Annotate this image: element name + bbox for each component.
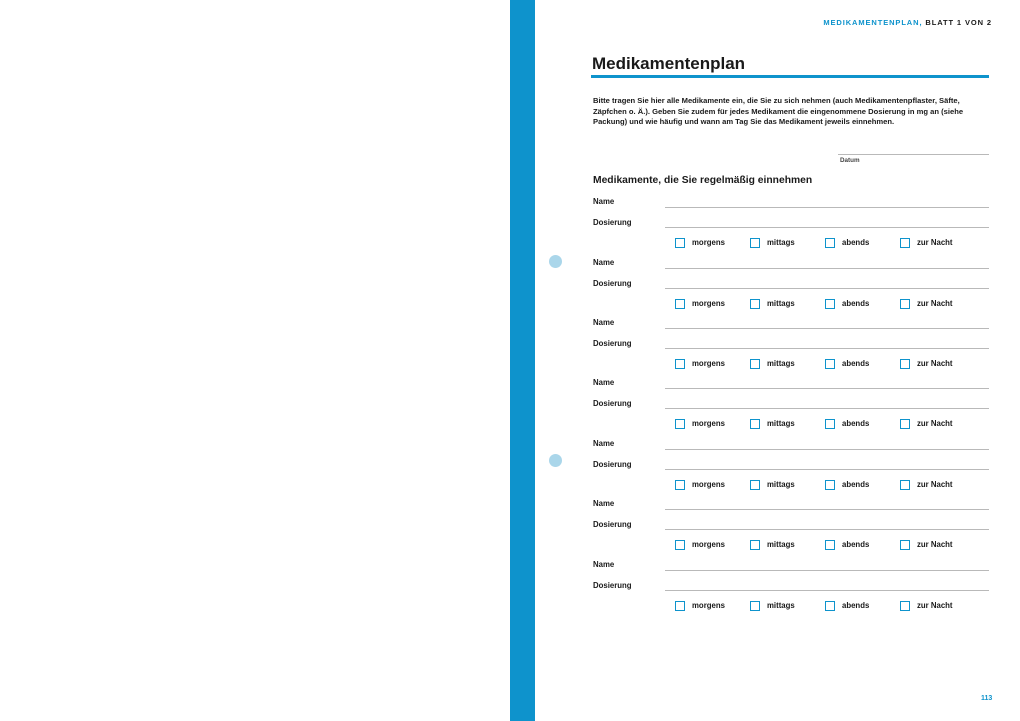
- name-input-line[interactable]: [665, 449, 989, 450]
- checkbox[interactable]: [900, 419, 910, 429]
- dosage-input-line[interactable]: [665, 227, 989, 228]
- option-zur-nacht[interactable]: [900, 298, 953, 309]
- option-label: abends: [842, 540, 870, 549]
- page-title: Medikamentenplan: [592, 54, 746, 73]
- option-label: morgens: [692, 299, 725, 308]
- checkbox[interactable]: [750, 299, 760, 309]
- option-morgens[interactable]: [675, 237, 725, 248]
- option-abends[interactable]: [825, 479, 869, 490]
- checkbox[interactable]: [750, 238, 760, 248]
- date-label: Datum: [840, 157, 860, 164]
- section-title: Medikamente, die Sie regelmäßig einnehmen: [593, 175, 813, 186]
- option-label: morgens: [692, 540, 725, 549]
- checkbox[interactable]: [825, 419, 835, 429]
- punch-hole-top: [549, 255, 562, 268]
- option-morgens[interactable]: [675, 539, 725, 550]
- option-abends[interactable]: [825, 298, 869, 309]
- medication-entry: [593, 197, 993, 259]
- checkbox[interactable]: [750, 540, 760, 550]
- medication-entry: [593, 258, 993, 320]
- checkbox[interactable]: [825, 238, 835, 248]
- option-label: mittags: [767, 480, 795, 489]
- dosage-input-line[interactable]: [665, 469, 989, 470]
- dosage-label: Dosierung: [593, 399, 632, 408]
- checkbox[interactable]: [675, 480, 685, 490]
- name-input-line[interactable]: [665, 207, 989, 208]
- option-zur-nacht[interactable]: [900, 479, 953, 490]
- option-label: abends: [842, 299, 870, 308]
- date-field[interactable]: [838, 154, 989, 155]
- dosage-label: Dosierung: [593, 520, 632, 529]
- option-abends[interactable]: [825, 358, 869, 369]
- medication-entry: [593, 378, 993, 440]
- checkbox[interactable]: [900, 601, 910, 611]
- checkbox[interactable]: [900, 238, 910, 248]
- checkbox[interactable]: [750, 480, 760, 490]
- punch-hole-bottom: [549, 454, 562, 467]
- option-label: mittags: [767, 299, 795, 308]
- dosage-input-line[interactable]: [665, 529, 989, 530]
- option-mittags[interactable]: [750, 358, 795, 369]
- dosage-input-line[interactable]: [665, 348, 989, 349]
- option-mittags[interactable]: [750, 479, 795, 490]
- dosage-input-line[interactable]: [665, 590, 989, 591]
- dosage-label: Dosierung: [593, 339, 632, 348]
- checkbox[interactable]: [825, 540, 835, 550]
- name-input-line[interactable]: [665, 570, 989, 571]
- option-mittags[interactable]: [750, 418, 795, 429]
- option-mittags[interactable]: [750, 237, 795, 248]
- option-morgens[interactable]: [675, 358, 725, 369]
- option-morgens[interactable]: [675, 298, 725, 309]
- option-label: zur Nacht: [917, 480, 953, 489]
- name-input-line[interactable]: [665, 388, 989, 389]
- checkbox[interactable]: [750, 359, 760, 369]
- name-label: Name: [593, 197, 615, 206]
- option-zur-nacht[interactable]: [900, 358, 953, 369]
- option-zur-nacht[interactable]: [900, 600, 953, 611]
- option-label: morgens: [692, 480, 725, 489]
- option-label: abends: [842, 480, 870, 489]
- dosage-input-line[interactable]: [665, 408, 989, 409]
- option-morgens[interactable]: [675, 418, 725, 429]
- option-label: mittags: [767, 359, 795, 368]
- option-mittags[interactable]: [750, 600, 795, 611]
- checkbox[interactable]: [825, 359, 835, 369]
- checkbox[interactable]: [675, 540, 685, 550]
- option-label: abends: [842, 601, 870, 610]
- name-label: Name: [593, 378, 615, 387]
- name-label: Name: [593, 318, 615, 327]
- option-label: mittags: [767, 540, 795, 549]
- name-label: Name: [593, 560, 615, 569]
- option-label: mittags: [767, 419, 795, 428]
- option-abends[interactable]: [825, 237, 869, 248]
- dosage-label: Dosierung: [593, 581, 632, 590]
- page-number: 113: [981, 695, 993, 702]
- checkbox[interactable]: [900, 540, 910, 550]
- page-spine-bar: [510, 0, 535, 721]
- dosage-label: Dosierung: [593, 460, 632, 469]
- option-abends[interactable]: [825, 600, 869, 611]
- option-morgens[interactable]: [675, 479, 725, 490]
- option-label: morgens: [692, 359, 725, 368]
- checkbox[interactable]: [675, 359, 685, 369]
- name-input-line[interactable]: [665, 268, 989, 269]
- option-mittags[interactable]: [750, 539, 795, 550]
- dosage-input-line[interactable]: [665, 288, 989, 289]
- checkbox[interactable]: [675, 601, 685, 611]
- medication-entry: [593, 499, 993, 561]
- option-label: morgens: [692, 601, 725, 610]
- checkbox[interactable]: [900, 359, 910, 369]
- dosage-label: Dosierung: [593, 218, 632, 227]
- option-zur-nacht[interactable]: [900, 418, 953, 429]
- option-abends[interactable]: [825, 539, 869, 550]
- option-abends[interactable]: [825, 418, 869, 429]
- checkbox[interactable]: [675, 419, 685, 429]
- header-title: MEDIKAMENTENPLAN,: [823, 18, 923, 27]
- option-mittags[interactable]: [750, 298, 795, 309]
- name-label: Name: [593, 258, 615, 267]
- checkbox[interactable]: [900, 299, 910, 309]
- option-label: morgens: [692, 419, 725, 428]
- option-label: zur Nacht: [917, 540, 953, 549]
- option-label: abends: [842, 359, 870, 368]
- checkbox[interactable]: [750, 601, 760, 611]
- option-label: zur Nacht: [917, 601, 953, 610]
- option-label: zur Nacht: [917, 359, 953, 368]
- name-label: Name: [593, 499, 615, 508]
- option-zur-nacht[interactable]: [900, 539, 953, 550]
- checkbox[interactable]: [825, 480, 835, 490]
- medication-entry: [593, 439, 993, 501]
- option-label: zur Nacht: [917, 419, 953, 428]
- option-morgens[interactable]: [675, 600, 725, 611]
- checkbox[interactable]: [750, 419, 760, 429]
- checkbox[interactable]: [675, 238, 685, 248]
- option-label: zur Nacht: [917, 238, 953, 247]
- name-input-line[interactable]: [665, 509, 989, 510]
- option-label: mittags: [767, 238, 795, 247]
- option-zur-nacht[interactable]: [900, 237, 953, 248]
- option-label: mittags: [767, 601, 795, 610]
- title-underline: [591, 75, 989, 78]
- dosage-label: Dosierung: [593, 279, 632, 288]
- option-label: abends: [842, 419, 870, 428]
- checkbox[interactable]: [675, 299, 685, 309]
- name-label: Name: [593, 439, 615, 448]
- option-label: zur Nacht: [917, 299, 953, 308]
- option-label: abends: [842, 238, 870, 247]
- page-header: [823, 18, 992, 27]
- header-sheet: BLATT 1 VON 2: [925, 18, 992, 27]
- checkbox[interactable]: [825, 601, 835, 611]
- medication-entry: [593, 318, 993, 380]
- option-label: morgens: [692, 238, 725, 247]
- intro-text: Bitte tragen Sie hier alle Medikamente ein, die Sie zu sich nehmen (auch Medikamentenpflaster, Säfte, Zäpfchen o. Ä.). Geben Sie zudem für jedes Medikament die eingenommene Dosierung in mg an (siehe Packung) und wie häufig und wann am Tag Sie das Medikament jeweils einnehmen.: [593, 96, 964, 126]
- checkbox[interactable]: [825, 299, 835, 309]
- medication-entry: [593, 560, 993, 622]
- checkbox[interactable]: [900, 480, 910, 490]
- name-input-line[interactable]: [665, 328, 989, 329]
